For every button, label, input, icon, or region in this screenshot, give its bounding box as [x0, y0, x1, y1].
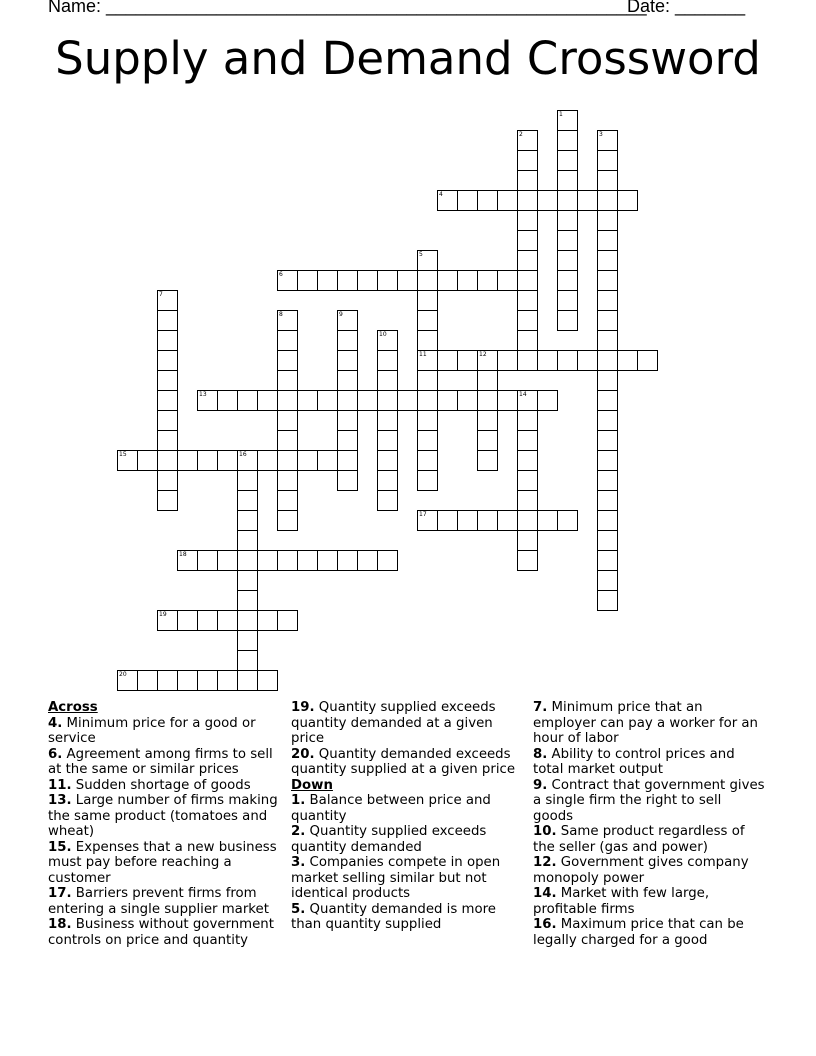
grid-cell[interactable]	[277, 350, 298, 371]
grid-cell[interactable]	[257, 450, 278, 471]
clue-number: 2.	[291, 824, 306, 839]
grid-cell[interactable]	[157, 350, 178, 371]
cell-number: 13	[199, 391, 207, 398]
grid-cell[interactable]	[337, 390, 358, 411]
grid-cell[interactable]	[557, 270, 578, 291]
grid-cell[interactable]	[117, 450, 138, 471]
grid-cell[interactable]	[157, 670, 178, 691]
cell-number: 14	[519, 391, 527, 398]
grid-cell[interactable]	[337, 470, 358, 491]
grid-cell[interactable]	[557, 250, 578, 271]
grid-cell[interactable]	[237, 530, 258, 551]
grid-cell[interactable]	[397, 270, 418, 291]
grid-cell[interactable]	[557, 510, 578, 531]
grid-cell[interactable]	[517, 530, 538, 551]
clue-number: 16.	[533, 917, 557, 932]
clue-down-2	[291, 824, 523, 855]
grid-cell[interactable]	[597, 490, 618, 511]
grid-cell[interactable]	[597, 570, 618, 591]
grid-cell[interactable]	[597, 470, 618, 491]
clue-number: 11.	[48, 777, 72, 793]
grid-cell[interactable]	[597, 550, 618, 571]
grid-cell[interactable]	[217, 390, 238, 411]
grid-cell[interactable]	[457, 190, 478, 211]
grid-cell[interactable]	[337, 330, 358, 351]
grid-cell[interactable]	[597, 270, 618, 291]
grid-cell[interactable]	[597, 290, 618, 311]
grid-cell[interactable]	[297, 270, 318, 291]
grid-cell[interactable]	[297, 390, 318, 411]
grid-cell[interactable]	[517, 250, 538, 271]
grid-cell[interactable]	[577, 350, 598, 371]
grid-cell[interactable]	[117, 670, 138, 691]
grid-cell[interactable]	[297, 550, 318, 571]
grid-cell[interactable]	[357, 270, 378, 291]
clue-column-1	[48, 700, 280, 948]
grid-cell[interactable]	[157, 370, 178, 391]
grid-cell[interactable]	[337, 430, 358, 451]
grid-cell[interactable]	[597, 430, 618, 451]
cell-number: 15	[119, 451, 127, 458]
clue-text: Quantity demanded is more than quantity supplied	[291, 901, 496, 932]
clue-text: Quantity supplied exceeds quantity demanded at a given price	[291, 700, 496, 746]
clue-number: 6.	[48, 746, 63, 762]
grid-cell[interactable]	[477, 450, 498, 471]
grid-cell[interactable]	[277, 490, 298, 511]
clue-text: Minimum price for a good or service	[48, 715, 256, 746]
grid-cell[interactable]	[277, 470, 298, 491]
grid-cell[interactable]	[317, 450, 338, 471]
clue-text: Balance between price and quantity	[291, 793, 491, 824]
clue-text: Maximum price that can be legally charged for a good	[533, 917, 744, 948]
grid-cell[interactable]	[377, 370, 398, 391]
cell-number: 16	[239, 451, 247, 458]
grid-cell[interactable]	[357, 550, 378, 571]
grid-cell[interactable]	[377, 470, 398, 491]
grid-cell[interactable]	[417, 250, 438, 271]
grid-cell[interactable]	[237, 450, 258, 471]
clue-down-1	[291, 793, 523, 824]
grid-cell[interactable]	[237, 590, 258, 611]
grid-cell[interactable]	[417, 430, 438, 451]
grid-cell[interactable]	[237, 510, 258, 531]
grid-cell[interactable]	[377, 390, 398, 411]
grid-cell[interactable]	[417, 390, 438, 411]
grid-cell[interactable]	[157, 330, 178, 351]
grid-cell[interactable]	[137, 450, 158, 471]
grid-cell[interactable]	[457, 270, 478, 291]
grid-cell[interactable]	[217, 610, 238, 631]
grid-cell[interactable]	[597, 350, 618, 371]
grid-cell[interactable]	[337, 550, 358, 571]
clue-down-8	[533, 747, 765, 778]
grid-cell[interactable]	[597, 330, 618, 351]
grid-cell[interactable]	[417, 510, 438, 531]
grid-cell[interactable]	[597, 130, 618, 151]
cell-number: 12	[479, 351, 487, 358]
grid-cell[interactable]	[237, 570, 258, 591]
grid-cell[interactable]	[277, 330, 298, 351]
clue-number: 19.	[291, 700, 315, 715]
clue-number: 7.	[533, 700, 548, 715]
grid-cell[interactable]	[517, 550, 538, 571]
grid-cell[interactable]	[257, 390, 278, 411]
clue-text: Contract that government gives a single firm the right to sell goods	[533, 777, 765, 824]
cell-number: 20	[119, 671, 127, 678]
grid-cell[interactable]	[417, 310, 438, 331]
grid-cell[interactable]	[337, 450, 358, 471]
grid-cell[interactable]	[597, 230, 618, 251]
grid-cell[interactable]	[277, 370, 298, 391]
grid-cell[interactable]	[517, 450, 538, 471]
grid-cell[interactable]	[597, 250, 618, 271]
cell-number: 10	[379, 331, 387, 338]
clue-down-5	[291, 902, 523, 933]
grid-cell[interactable]	[197, 550, 218, 571]
grid-cell[interactable]	[277, 410, 298, 431]
grid-cell[interactable]	[517, 410, 538, 431]
cell-number: 3	[599, 131, 603, 138]
grid-cell[interactable]	[277, 390, 298, 411]
grid-cell[interactable]	[377, 410, 398, 431]
grid-cell[interactable]	[157, 310, 178, 331]
grid-cell[interactable]	[517, 190, 538, 211]
grid-cell[interactable]	[157, 290, 178, 311]
clue-down-10	[533, 824, 765, 855]
grid-cell[interactable]	[437, 190, 458, 211]
grid-cell[interactable]	[597, 190, 618, 211]
grid-cell[interactable]	[257, 610, 278, 631]
grid-cell[interactable]	[237, 650, 258, 671]
grid-cell[interactable]	[497, 510, 518, 531]
grid-cell[interactable]	[617, 190, 638, 211]
clue-number: 15.	[48, 839, 72, 855]
cell-number: 11	[419, 351, 427, 358]
grid-cell[interactable]	[417, 330, 438, 351]
grid-cell[interactable]	[217, 450, 238, 471]
across-heading: Across	[48, 700, 98, 715]
grid-cell[interactable]	[477, 510, 498, 531]
grid-cell[interactable]	[197, 390, 218, 411]
grid-cell[interactable]	[597, 150, 618, 171]
grid-cell[interactable]	[537, 350, 558, 371]
clue-column-2	[291, 700, 523, 933]
grid-cell[interactable]	[597, 390, 618, 411]
grid-cell[interactable]	[517, 490, 538, 511]
grid-cell[interactable]	[397, 390, 418, 411]
grid-cell[interactable]	[157, 470, 178, 491]
clue-number: 12.	[533, 855, 557, 870]
cell-number: 18	[179, 551, 187, 558]
grid-cell[interactable]	[337, 410, 358, 431]
grid-cell[interactable]	[197, 610, 218, 631]
grid-cell[interactable]	[597, 210, 618, 231]
grid-cell[interactable]	[257, 550, 278, 571]
grid-cell[interactable]	[597, 450, 618, 471]
grid-cell[interactable]	[297, 450, 318, 471]
grid-cell[interactable]	[317, 550, 338, 571]
clue-down-12	[533, 855, 765, 886]
grid-cell[interactable]	[337, 310, 358, 331]
grid-cell[interactable]	[457, 390, 478, 411]
grid-cell[interactable]	[477, 190, 498, 211]
grid-cell[interactable]	[557, 170, 578, 191]
grid-cell[interactable]	[517, 310, 538, 331]
clue-text: Minimum price that an employer can pay a worker for an hour of labor	[533, 700, 758, 746]
grid-cell[interactable]	[537, 390, 558, 411]
cell-number: 19	[159, 611, 167, 618]
cell-number: 4	[439, 191, 443, 198]
cell-number: 2	[519, 131, 523, 138]
grid-cell[interactable]	[497, 190, 518, 211]
grid-cell[interactable]	[417, 270, 438, 291]
grid-cell[interactable]	[277, 550, 298, 571]
grid-cell[interactable]	[557, 230, 578, 251]
clue-number: 9.	[533, 777, 548, 793]
grid-cell[interactable]	[177, 670, 198, 691]
grid-cell[interactable]	[417, 450, 438, 471]
grid-cell[interactable]	[637, 350, 658, 371]
clue-number: 8.	[533, 746, 548, 762]
grid-cell[interactable]	[337, 370, 358, 391]
grid-cell[interactable]	[157, 610, 178, 631]
grid-cell[interactable]	[477, 390, 498, 411]
clue-across-18	[48, 917, 280, 948]
cell-number: 6	[279, 271, 283, 278]
name-field[interactable]: Name: ______________________________________________________	[48, 0, 647, 16]
grid-cell[interactable]	[417, 370, 438, 391]
clue-number: 10.	[533, 824, 557, 839]
grid-cell[interactable]	[417, 350, 438, 371]
grid-cell[interactable]	[157, 490, 178, 511]
clue-number: 17.	[48, 886, 72, 901]
grid-cell[interactable]	[517, 510, 538, 531]
grid-cell[interactable]	[277, 270, 298, 291]
clue-down-14	[533, 886, 765, 917]
clue-across-13	[48, 793, 280, 840]
grid-cell[interactable]	[237, 630, 258, 651]
clue-number: 5.	[291, 901, 306, 917]
grid-cell[interactable]	[237, 610, 258, 631]
grid-cell[interactable]	[157, 390, 178, 411]
grid-cell[interactable]	[417, 410, 438, 431]
grid-cell[interactable]	[237, 670, 258, 691]
grid-cell[interactable]	[277, 610, 298, 631]
grid-cell[interactable]	[517, 430, 538, 451]
grid-cell[interactable]	[337, 350, 358, 371]
cell-number: 9	[339, 311, 343, 318]
grid-cell[interactable]	[337, 270, 358, 291]
down-heading: Down	[291, 777, 333, 793]
grid-cell[interactable]	[557, 290, 578, 311]
page-title: Supply and Demand Crossword	[55, 32, 761, 85]
grid-cell[interactable]	[557, 130, 578, 151]
clue-number: 4.	[48, 715, 63, 731]
grid-cell[interactable]	[517, 390, 538, 411]
grid-cell[interactable]	[497, 350, 518, 371]
date-field[interactable]: Date: _______	[627, 0, 746, 16]
grid-cell[interactable]	[437, 510, 458, 531]
grid-cell[interactable]	[417, 470, 438, 491]
clue-across-19	[291, 700, 523, 747]
grid-cell[interactable]	[277, 450, 298, 471]
grid-cell[interactable]	[557, 150, 578, 171]
grid-cell[interactable]	[517, 210, 538, 231]
clue-number: 14.	[533, 886, 557, 901]
clue-text: Quantity supplied exceeds quantity demanded	[291, 824, 487, 855]
grid-cell[interactable]	[137, 670, 158, 691]
grid-cell[interactable]	[237, 390, 258, 411]
grid-cell[interactable]	[617, 350, 638, 371]
clue-text: Market with few large, profitable firms	[533, 886, 710, 917]
grid-cell[interactable]	[257, 670, 278, 691]
grid-cell[interactable]	[377, 430, 398, 451]
grid-cell[interactable]	[417, 290, 438, 311]
grid-cell[interactable]	[517, 270, 538, 291]
clue-text: Business without government controls on price and quantity	[48, 917, 274, 948]
grid-cell[interactable]	[457, 350, 478, 371]
clue-number: 1.	[291, 793, 306, 808]
clue-number: 18.	[48, 917, 72, 932]
grid-cell[interactable]	[497, 390, 518, 411]
grid-cell[interactable]	[377, 350, 398, 371]
grid-cell[interactable]	[517, 150, 538, 171]
clue-down-16	[533, 917, 765, 948]
grid-cell[interactable]	[577, 190, 598, 211]
grid-cell[interactable]	[517, 170, 538, 191]
grid-cell[interactable]	[177, 450, 198, 471]
grid-cell[interactable]	[237, 550, 258, 571]
clue-number: 20.	[291, 746, 315, 762]
grid-cell[interactable]	[197, 450, 218, 471]
grid-cell[interactable]	[277, 510, 298, 531]
clue-text: Agreement among firms to sell at the same or similar prices	[48, 746, 273, 777]
grid-cell[interactable]	[217, 670, 238, 691]
grid-cell[interactable]	[597, 410, 618, 431]
clue-text: Expenses that a new business must pay before reaching a customer	[48, 839, 277, 886]
grid-cell[interactable]	[557, 310, 578, 331]
grid-cell[interactable]	[217, 550, 238, 571]
grid-cell[interactable]	[317, 270, 338, 291]
clue-text: Sudden shortage of goods	[75, 777, 251, 793]
grid-cell[interactable]	[377, 550, 398, 571]
grid-cell[interactable]	[177, 610, 198, 631]
clue-across-11	[48, 778, 280, 794]
cell-number: 8	[279, 311, 283, 318]
grid-cell[interactable]	[237, 490, 258, 511]
grid-cell[interactable]	[477, 410, 498, 431]
grid-cell[interactable]	[177, 550, 198, 571]
cell-number: 17	[419, 511, 427, 518]
cell-number: 7	[159, 291, 163, 298]
grid-cell[interactable]	[557, 350, 578, 371]
grid-cell[interactable]	[517, 290, 538, 311]
grid-cell[interactable]	[597, 310, 618, 331]
clue-text: Government gives company monopoly power	[533, 855, 749, 886]
grid-cell[interactable]	[597, 590, 618, 611]
grid-cell[interactable]	[477, 430, 498, 451]
grid-cell[interactable]	[597, 510, 618, 531]
grid-cell[interactable]	[377, 330, 398, 351]
grid-cell[interactable]	[277, 430, 298, 451]
clue-down-9	[533, 778, 765, 825]
grid-cell[interactable]	[517, 330, 538, 351]
grid-cell[interactable]	[517, 130, 538, 151]
clue-number: 3.	[291, 855, 306, 870]
grid-cell[interactable]	[377, 490, 398, 511]
clue-text: Companies compete in open market selling similar but not identical products	[291, 855, 501, 901]
clue-across-20	[291, 747, 523, 778]
grid-cell[interactable]	[377, 450, 398, 471]
clue-across-4	[48, 716, 280, 747]
grid-cell[interactable]	[477, 370, 498, 391]
clue-across-15	[48, 840, 280, 887]
clue-column-3	[533, 700, 765, 948]
grid-cell[interactable]	[517, 230, 538, 251]
grid-cell[interactable]	[317, 390, 338, 411]
grid-cell[interactable]	[277, 310, 298, 331]
cell-number: 5	[419, 251, 423, 258]
grid-cell[interactable]	[597, 370, 618, 391]
grid-cell[interactable]	[157, 410, 178, 431]
grid-cell[interactable]	[437, 390, 458, 411]
grid-cell[interactable]	[557, 190, 578, 211]
grid-cell[interactable]	[517, 350, 538, 371]
grid-cell[interactable]	[157, 430, 178, 451]
grid-cell[interactable]	[517, 470, 538, 491]
grid-cell[interactable]	[437, 270, 458, 291]
cell-number: 1	[559, 111, 563, 118]
clue-down-3	[291, 855, 523, 902]
clue-text: Large number of firms making the same product (tomatoes and wheat)	[48, 793, 278, 839]
grid-cell[interactable]	[557, 110, 578, 131]
clue-across-17	[48, 886, 280, 917]
grid-cell[interactable]	[557, 210, 578, 231]
grid-cell[interactable]	[237, 470, 258, 491]
clue-text: Same product regardless of the seller (gas and power)	[533, 824, 745, 855]
clue-text: Ability to control prices and total market output	[533, 746, 735, 777]
grid-cell[interactable]	[537, 510, 558, 531]
clue-down-7	[533, 700, 765, 747]
clue-text: Quantity demanded exceeds quantity supplied at a given price	[291, 746, 516, 777]
grid-cell[interactable]	[157, 450, 178, 471]
grid-cell[interactable]	[537, 190, 558, 211]
grid-cell[interactable]	[357, 390, 378, 411]
clue-number: 13.	[48, 793, 72, 808]
grid-cell[interactable]	[497, 270, 518, 291]
grid-cell[interactable]	[377, 270, 398, 291]
grid-cell[interactable]	[437, 350, 458, 371]
clue-text: Barriers prevent firms from entering a single supplier market	[48, 886, 269, 917]
grid-cell[interactable]	[477, 270, 498, 291]
grid-cell[interactable]	[477, 350, 498, 371]
grid-cell[interactable]	[597, 170, 618, 191]
grid-cell[interactable]	[197, 670, 218, 691]
grid-cell[interactable]	[597, 530, 618, 551]
clue-across-6	[48, 747, 280, 778]
grid-cell[interactable]	[457, 510, 478, 531]
